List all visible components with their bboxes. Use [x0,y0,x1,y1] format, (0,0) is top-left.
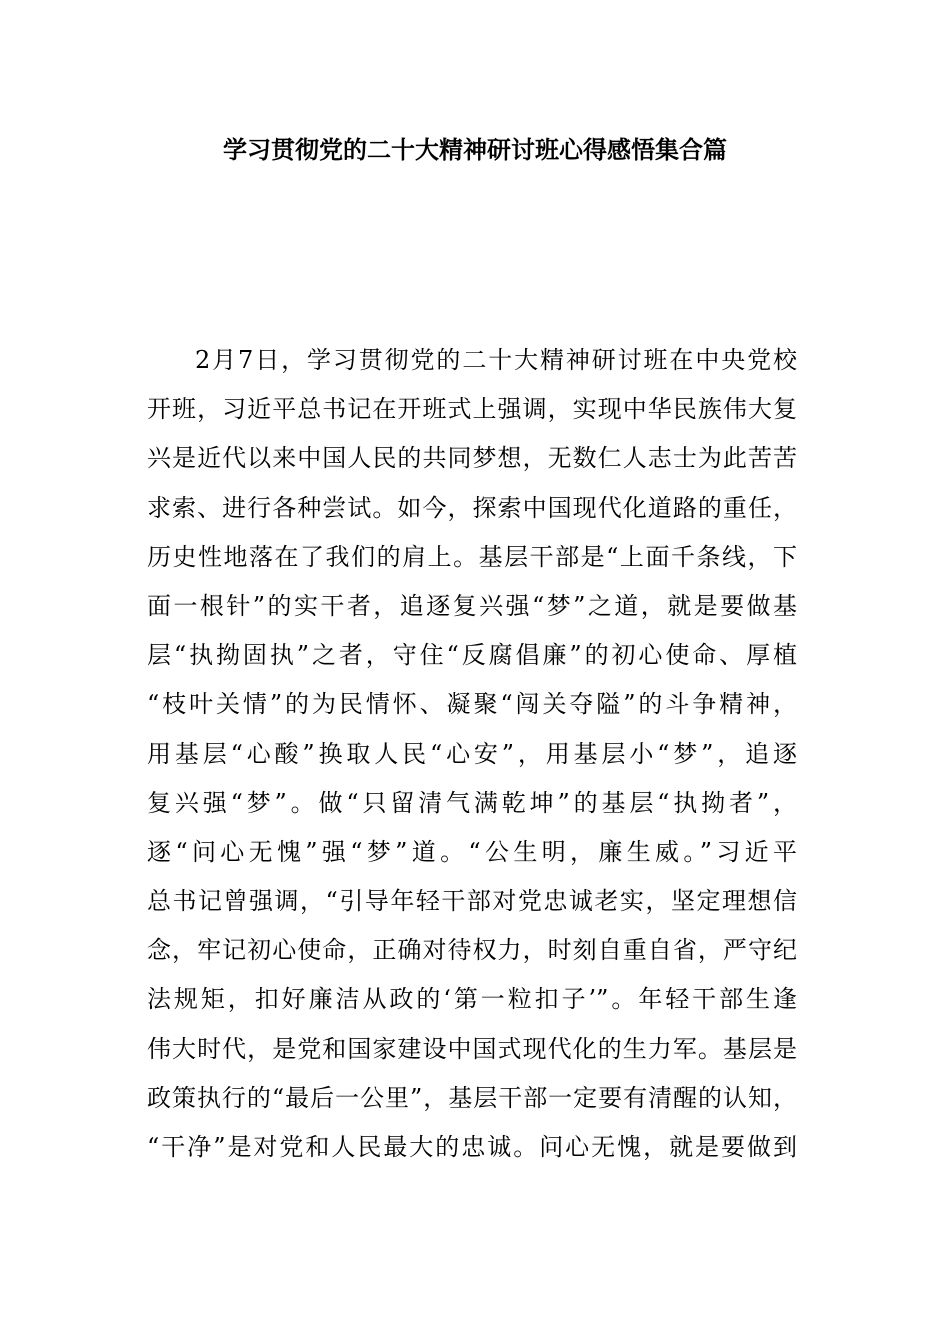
body-line: 政策执行的“最后一公里”，基层干部一定要有清醒的认知， [147,1083,797,1112]
body-line: “枝叶关情”的为民情怀、凝聚“闯关夺隘”的斗争精神， [147,690,797,719]
body-line: 开班，习近平总书记在开班式上强调，实现中华民族伟大复 [147,395,797,424]
body-line: 求索、进行各种尝试。如今，探索中国现代化道路的重任， [147,493,797,522]
body-line: 伟大时代，是党和国家建设中国式现代化的生力军。基层是 [147,1034,797,1063]
body-line: 2月7日，学习贯彻党的二十大精神研讨班在中央党校 [195,346,797,374]
body-line: 逐“问心无愧”强“梦”道。“公生明，廉生威。”习近平 [147,837,797,866]
body-line: 复兴强“梦”。做“只留清气满乾坤”的基层“执拗者”， [147,788,797,817]
body-line: 念，牢记初心使命，正确对待权力，时刻自重自省，严守纪 [147,936,797,965]
body-line: 总书记曾强调，“引导年轻干部对党忠诚老实，坚定理想信 [147,887,797,916]
body-line: 法规矩，扣好廉洁从政的‘第一粒扣子’”。年轻干部生逢 [147,985,797,1014]
document-body [147,336,797,1172]
document-title: 学习贯彻党的二十大精神研讨班心得感悟集合篇 [223,136,727,164]
body-line: 层“执拗固执”之者，守住“反腐倡廉”的初心使命、厚植 [147,641,797,670]
body-line: 兴是近代以来中国人民的共同梦想，无数仁人志士为此苦苦 [147,444,797,473]
body-line: “干净”是对党和人民最大的忠诚。问心无愧，就是要做到 [147,1133,797,1161]
body-line: 用基层“心酸”换取人民“心安”，用基层小“梦”，追逐 [147,739,797,768]
body-line: 历史性地落在了我们的肩上。基层干部是“上面千条线，下 [147,542,797,571]
body-line: 面一根针”的实干者，追逐复兴强“梦”之道，就是要做基 [147,591,797,620]
